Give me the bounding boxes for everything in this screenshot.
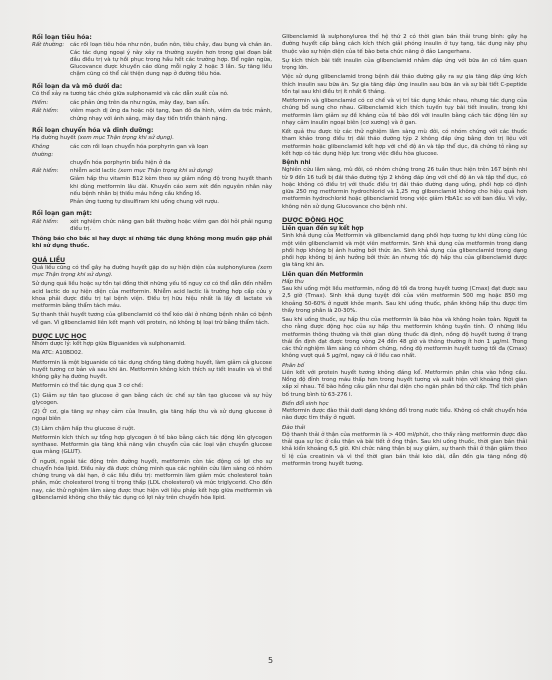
paragraph: Nhóm dược lý: kết hợp giữa Biguanides và sulphonamid. [32,341,186,347]
frequency-label: Rất hiếm: [32,218,59,225]
paragraph: Sinh khả dụng của Metformin và glibenclamid dạng phối hợp tương tự khi dùng cùng lúc một viên glibenclamid và một viên metformin. Sinh khả dụng của metformin trong dạng phối hợp không bị ảnh hưởng bởi thức ăn. Sinh khả dụng của glibenclamid trong dạng phối hợp không bị ảnh hưởng bởi thức ăn nhưng tốc độ hấp thu của glibenclamid được gia tăng khi ăn. [282,233,527,269]
subheading-combination: Liên quan đến sự kết hợp [282,226,364,232]
paragraph [32,265,272,280]
frequency-text: các phản ứng trên da như ngứa, mày đay, ban sẩn. [70,100,210,106]
subheading-distribution: Phân bố [282,362,305,369]
paragraph: Sau khi uống thuốc, sự hấp thu của metformin là bão hòa và không hoàn toàn. Người ta cho rằng được động học của sự hấp thu metformin không tuyến tính. Ở những liều metformin thông thường và thời gian dùng thuốc đã định, nồng độ huyết tương ở trạng thái ổn định đạt được trong vòng 24 đến 48 giờ và thông thường ít hơn 1 µg/ml. Trong các thử nghiệm lâm sàng có nhóm chứng, nồng độ metformin huyết tương tối đa (Cmax) không vượt quá 5 µg/ml, ngay cả ở liều cao nhất. [282,317,527,360]
frequency-text-continued: chuyển hóa porphyrin biểu hiện ở da [70,159,171,166]
subheading-pediatric: Bệnh nhi [282,160,311,166]
report-notice: Thông báo cho bác sĩ hay dược sĩ những tác dụng không mong muốn gặp phải khi sử dụng thuốc. [32,236,272,250]
frequency-label: Rất thường: [32,42,65,49]
paragraph: Liên kết với protein huyết tương không đáng kể. Metformin phân chia vào hồng cầu. Nồng độ đỉnh trong máu thấp hơn trong huyết tương và xuất hiện với khoảng thời gian xấp xỉ nhau. Tế bào hồng cầu gần như đại diện cho ngăn phân bố thứ cấp. Thể tích phân bố trung bình từ 63-276 l. [282,369,527,398]
frequency-text-continued: Giảm hấp thu vitamin B12 kèm theo sự giảm nồng độ trong huyết thanh khi dùng metformin lâu dài. Khuyến cáo xem xét đến nguyên nhân này nếu bệnh nhân bị thiếu máu hồng cầu khổng lồ. [70,176,272,197]
frequency-text: các rối loạn tiêu hóa như nôn, buồn nôn, tiêu chảy, đau bụng và chán ăn. Các tác dụng ngoại ý này xảy ra thường xuyên hơn trong giai đoạn bắt đầu điều trị và tự hồi phục trong hầu hết các trường hợp. Để ngăn ngừa, Glucovance được khuyến cáo dùng mỗi ngày 2 hoặc 3 lần. Sự tăng liều chậm cũng có thể cải thiện dung nạp ở đường tiêu hóa. [70,42,272,78]
paragraph: Mã ATC: A10BD02. [32,350,83,357]
italic-reference: (xem mục Thận trọng khi sử dụng). [32,264,272,278]
frequency-text: các cơn rối loạn chuyển hóa porphyrin gan và loạn [70,144,209,151]
paragraph: (2) Ở cơ, gia tăng sự nhạy cảm của Insulin, gia tăng hấp thu và sử dụng glucose ở ngoại biên [32,409,272,423]
section-heading-skin: Rối loạn da và mô dưới da: [32,82,123,90]
frequency-text-continued: Phản ứng tương tự disulfiram khi uống chung với rượu. [70,199,219,205]
subheading-elimination: Đào thải [282,424,306,431]
paragraph: Metformin và glibenclamid có cơ chế và vị trí tác dụng khác nhau, nhưng tác dụng của chúng bổ sung cho nhau. Glibenclamid kích thích tuyến tụy bài tiết insulin, trong khi metformin làm giảm sự đề kháng của tế bào đối với insulin bằng cách tác động lên sự nhạy cảm insulin ngoại biên (cơ xương) và ở gan. [282,98,527,126]
adverse-row-very-rare-3 [32,219,272,234]
paragraph: Sau khi uống một liều metformin, nồng độ tối đa trong huyết tương (Cmax) đạt được sau 2,5 giờ (Tmax). Sinh khả dụng tuyệt đối của viên metformin 500 mg hoặc 850 mg khoảng 50-60% ở người khỏe mạnh. Sau khi uống thuốc, phần không hấp thu được tìm thấy trong phân là 20-30%. [282,286,527,314]
frequency-label: Hiếm: [32,100,49,106]
adverse-row-uncommon [32,144,272,159]
text-span: Quá liều cũng có thể gây hạ đường huyết gặp do sự hiện diện của sulphonylurea [32,264,256,271]
section-heading-metabolism: Rối loạn chuyển hóa và dinh dưỡng: [32,126,154,134]
italic-reference: (xem mục Thận trọng khi sử dụng). [77,135,175,141]
adverse-row-rare [32,100,272,107]
paragraph: Có thể xảy ra tương tác chéo giữa sulphonamid và các dẫn xuất của nó. [32,90,229,97]
frequency-label: Không thường: [32,144,54,158]
paragraph: (3) Làm chậm hấp thu glucose ở ruột. [32,425,136,432]
paragraph: Việc sử dụng glibenclamid trong bệnh đái tháo đường gây ra sự gia tăng đáp ứng kích thích insulin sau bữa ăn. Sự gia tăng đáp ứng insulin sau bữa ăn và sự bài tiết C-peptide tồn tại sau khi điều trị ít nhất 6 tháng. [282,74,527,95]
frequency-text: xét nghiệm chức năng gan bất thường hoặc viêm gan đòi hỏi phải ngưng điều trị. [70,218,272,232]
frequency-label: Rất hiếm: [32,168,59,174]
frequency-label: Rất hiếm: [32,108,59,115]
section-heading-pharmacokinetics: DƯỢC ĐỘNG HỌC [282,215,344,224]
page-number: 5 [268,656,274,665]
section-heading-liver: Rối loạn gan mật: [32,210,92,218]
adverse-row-very-rare-2 [32,168,272,175]
paragraph: (1) Giảm sự tân tạo glucose ở gan bằng cách ức chế sự tân tạo glucose và sự hủy glycogen. [32,392,272,406]
paragraph: Nghiên cứu lâm sàng, mù đôi, có nhóm chứng trong 26 tuần thực hiện trên 167 bệnh nhi từ 9 đến 16 tuổi bị đái tháo đường týp 2 không đáp ứng với chế độ ăn và tập thể dục, có hoặc không có điều trị với thuốc điều trị đái tháo đường dạng uống, phối hợp có định giữa 250 mg metformin hydrochlorid và 1,25 mg glibenclamid không cho hiệu quả hơn metformin hydrochlorid hoặc glibenclamid trong việc giảm HbA1c so với ban đầu. Vì vậy, không nên sử dụng Glucovance cho bệnh nhi. [282,167,527,210]
subheading-metformin: Liên quan đến Metformin [282,271,364,278]
paragraph: Sự thanh thải huyết tương của glibenclamid có thể kéo dài ở những bệnh nhân có bệnh về gan. Vì glibenclamid liên kết mạnh với protein, nó không bị loại trừ bằng thẩm tách. [32,312,272,326]
paragraph: Độ thanh thải ở thận của metformin là > 400 ml/phút, cho thấy rằng metformin được đào thải qua sự lọc ở cầu thận và bài tiết ở ống thận. Sau khi uống thuốc, thời gian bán thải khả kiến khoảng 6,5 giờ. Khi chức năng thận bị suy giảm, sự thanh thải ở thận giảm theo tỉ lệ của creatinin và vì thế thời gian bán thải kéo dài, dẫn đến gia tăng nồng độ metformin trong huyết tương. [282,431,527,467]
section-heading-pharmacodynamics: DƯỢC LỰC HỌC [32,331,87,340]
right-column [282,34,527,470]
frequency-text [70,168,272,175]
text-span: Hạ đường huyết [32,135,76,141]
paragraph: Ở người, ngoài tác động trên đường huyết, metformin còn tác động có lợi cho sự chuyển hóa lipid. Điều này đã được chứng minh qua các nghiên cứu lâm sàng có nhóm chứng trung và dài hạn, ở các liều điều trị: metformin làm giảm mức cholesterol toàn phần, mức cholesterol trong tỉ trọng thấp (LDL cholesterol) và mức triglycerid. Cho đến nay, các thử nghiệm lâm sàng được thực hiện với liệu pháp kết hợp giữa metformin và glibenclamid không cho thấy tác dụng có lợi này trên chuyển hóa lipid. [32,458,272,501]
paragraph: Metformin được đào thải dưới dạng không đổi trong nước tiểu. Không có chất chuyển hóa nào được tìm thấy ở người. [282,408,527,422]
text-span: nhiễm acid lactic [70,168,117,174]
subheading-biotransformation: Biến đổi sinh học [282,400,329,407]
section-heading-overdose: QUÁ LIỀU [32,255,66,264]
section-heading-digestive: Rối loạn tiêu hóa: [32,34,92,41]
paragraph: Kết quả thu được từ các thử nghiệm lâm sàng mù đôi, có nhóm chứng với các thuốc tham khảo trong điều trị đái tháo đường týp 2 không đáp ứng bằng đơn trị liệu với metformin hoặc glibenclamid kết hợp với chế độ ăn và tập thể dục, đã chứng tỏ rằng sự kết hợp có tác dụng hiệp lực trong việc điều hòa glucose. [282,129,527,157]
paragraph: Sự kích thích bài tiết insulin của glibenclamid nhằm đáp ứng với bữa ăn có tầm quan trọng lớn. [282,57,527,71]
paragraph: Glibenclamid là sulphonylurea thế hệ thứ 2 có thời gian bán thải trung bình: gây hạ đường huyết cấp bằng cách kích thích giải phóng insulin ở tụy tạng, tác dụng này phụ thuộc vào sự hiện diện của tế bào beta chức năng ở đảo Langerhans. [282,34,527,55]
paragraph [32,135,272,142]
italic-reference: (xem mục Thận trọng khi sử dụng) [118,168,213,174]
left-column [32,34,272,504]
adverse-row-very-common [32,42,272,78]
paragraph: Metformin có thể tác dụng qua 3 cơ chế: [32,383,144,390]
subheading-absorption: Hấp thu [282,278,304,285]
frequency-text: viêm mạch dị ứng da hoặc nội tạng, ban đỏ đa hình, viêm da tróc mảnh, chứng nhạy với ánh sáng, mày đay tiến triển thành nặng. [70,108,272,122]
paragraph: Sử dụng quá liều hoặc sự tồn tại đồng thời những yếu tố nguy cơ có thể dẫn đến nhiễm acid lactic do sự hiện diện của metformin. Nhiễm acid lactic là trường hợp cấp cứu y khoa phải được điều trị tại bệnh viện. Điều trị hữu hiệu nhất là lấy đi lactate và metformin bằng thẩm tách máu. [32,281,272,309]
adverse-row-very-rare [32,108,272,123]
paragraph: Metformin kích thích sự tổng hợp glycogen ở tế bào bằng cách tác động lên glycogen synthase. Metformin gia tăng khả năng vận chuyển của các loại vận chuyển glucose qua màng (GLUT). [32,434,272,456]
paragraph: Metformin là một biguanide có tác dụng chống tăng đường huyết, làm giảm cả glucose huyết tương cơ bản và sau khi ăn. Metformin không kích thích sự tiết insulin và vì thế không gây hạ đường huyết. [32,359,272,380]
